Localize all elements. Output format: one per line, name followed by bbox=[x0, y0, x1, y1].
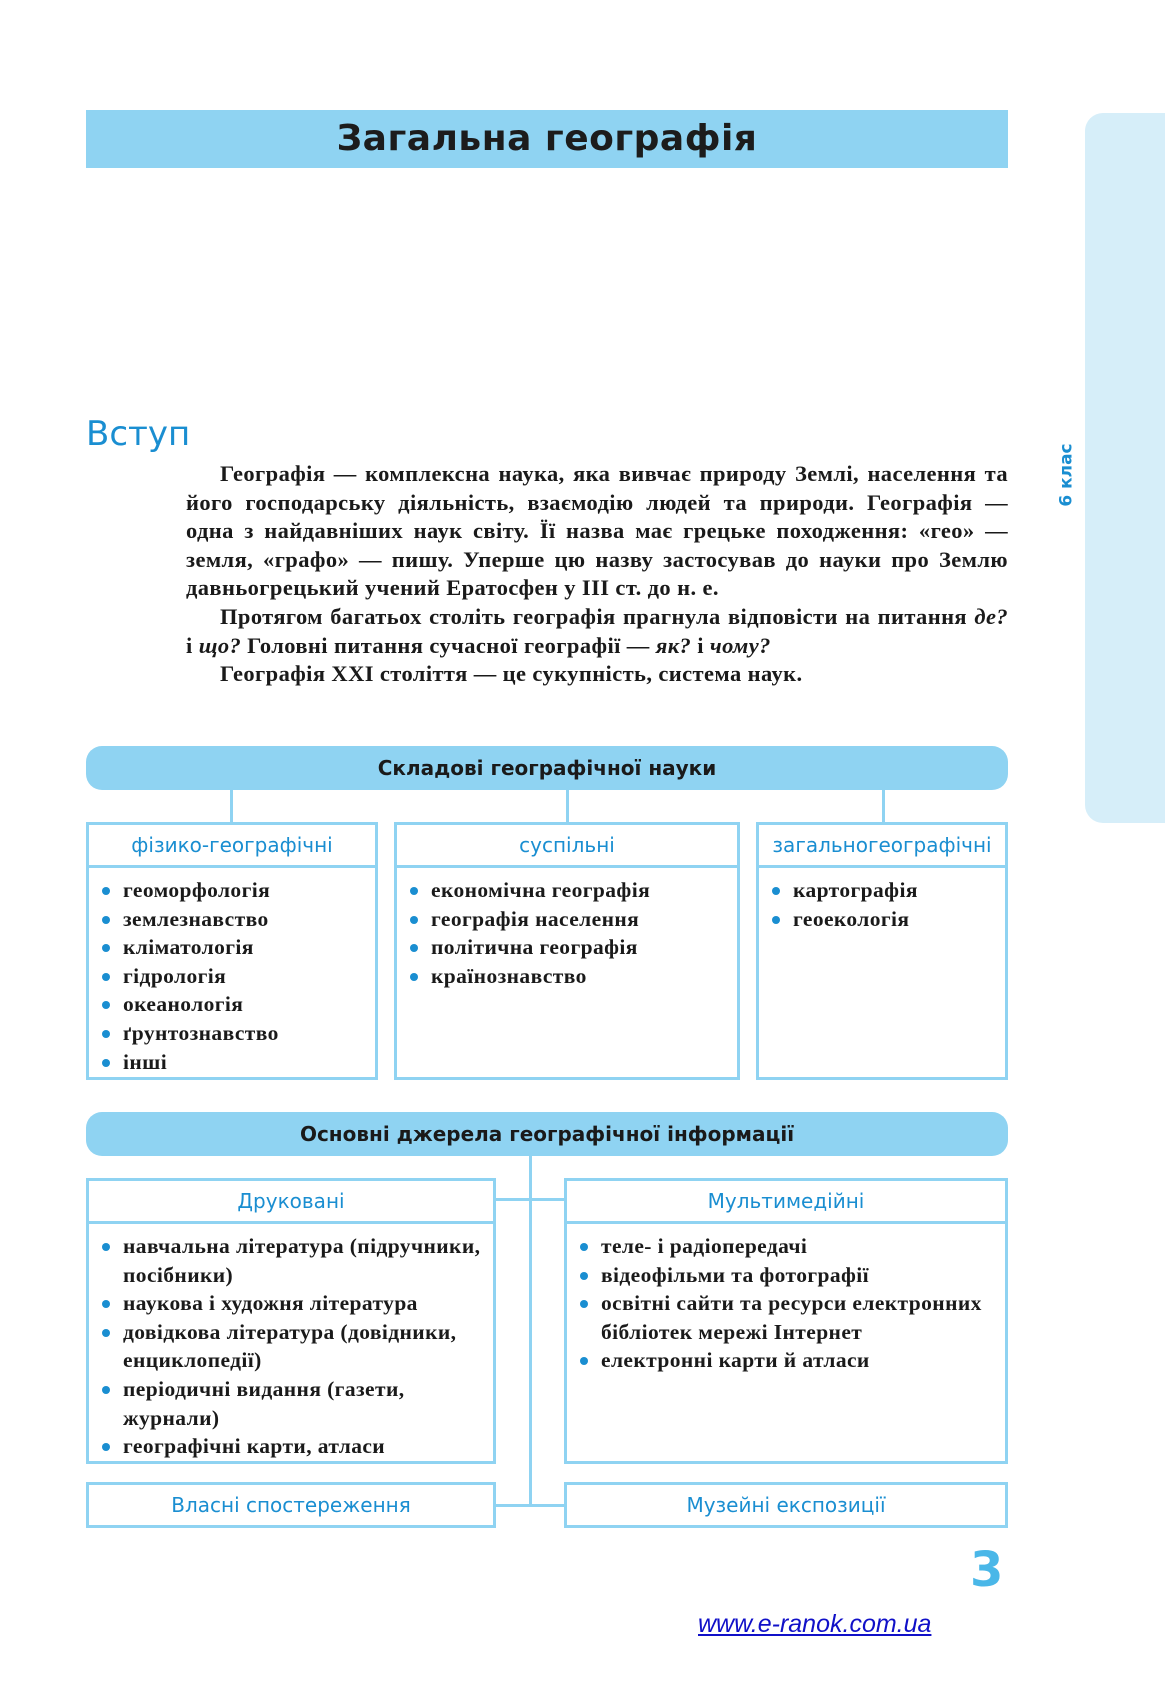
list-item: теле- і радіопередачі bbox=[577, 1232, 999, 1261]
list-item: економічна географія bbox=[407, 876, 731, 905]
social-list bbox=[407, 876, 731, 990]
intro-text bbox=[186, 460, 1008, 689]
box-printed bbox=[86, 1178, 496, 1464]
connector-line bbox=[494, 1198, 566, 1201]
box-physical bbox=[86, 822, 378, 1080]
side-tab-label-wrap bbox=[1050, 435, 1084, 515]
intro-paragraph-2 bbox=[186, 603, 1008, 660]
list-item: географія населення bbox=[407, 905, 731, 934]
list-item: електронні карти й атласи bbox=[577, 1346, 999, 1375]
title-bar bbox=[86, 110, 1008, 168]
side-tab-label: 6 клас bbox=[1057, 443, 1078, 507]
connector-line bbox=[529, 1156, 532, 1506]
box-general bbox=[756, 822, 1008, 1080]
p2-text-b: Головні питання сучасної географії — bbox=[241, 632, 656, 658]
list-item: періодичні видання (газети, журнали) bbox=[99, 1375, 487, 1432]
page-number: 3 bbox=[970, 1542, 1004, 1598]
list-item: землезнавство bbox=[99, 905, 369, 934]
list-item: інші bbox=[99, 1048, 369, 1077]
sources-heading: Основні джерела географічної інформації bbox=[86, 1112, 1008, 1156]
list-item: політична географія bbox=[407, 933, 731, 962]
list-item: навчальна література (підручники, посібники) bbox=[99, 1232, 487, 1289]
connector-line bbox=[230, 790, 233, 822]
p2-yak: як? bbox=[655, 632, 692, 658]
box-social-title: суспільні bbox=[397, 825, 737, 868]
list-item: геоекологія bbox=[769, 905, 999, 934]
list-item: наукова і художня література bbox=[99, 1289, 487, 1318]
list-item: геоморфологія bbox=[99, 876, 369, 905]
printed-list bbox=[99, 1232, 487, 1461]
p2-and-1: і bbox=[186, 632, 199, 658]
intro-paragraph-3: Географія XXI століття — це сукупність, система наук. bbox=[220, 661, 803, 687]
p2-de: де? bbox=[974, 603, 1008, 629]
section-heading: Вступ bbox=[86, 414, 191, 454]
list-item: ґрунтознавство bbox=[99, 1019, 369, 1048]
museum-box: Музейні експозиції bbox=[564, 1482, 1008, 1528]
box-physical-title: фізико-географічні bbox=[89, 825, 375, 868]
list-item: картографія bbox=[769, 876, 999, 905]
box-multimedia-title: Мультимедійні bbox=[567, 1181, 1005, 1224]
list-item: відеофільми та фотографії bbox=[577, 1261, 999, 1290]
list-item: географічні карти, атласи bbox=[99, 1432, 487, 1461]
list-item: кліматологія bbox=[99, 933, 369, 962]
list-item: океанологія bbox=[99, 990, 369, 1019]
intro-paragraph-1: Географія — комплексна наука, яка вивчає природу Землі, населення та його господарську діяльність, взаємодію людей та природи. Географія — одна з найдавніших наук світу. Її назва має грецьке походження: «гео» — земля, «графо» — пишу. Уперше цю назву застосував до науки про Землю давньогрецький учений Ератосфен у III ст. до н. е. bbox=[186, 461, 1008, 601]
p2-scho: що? bbox=[198, 632, 242, 658]
components-heading: Складові географічної науки bbox=[86, 746, 1008, 790]
p2-text-a: Протягом багатьох століть географія прагнула відповісти на питання bbox=[220, 603, 975, 629]
box-general-title: загальногеографічні bbox=[759, 825, 1005, 868]
list-item: країнознавство bbox=[407, 962, 731, 991]
general-list bbox=[769, 876, 999, 933]
connector-line bbox=[882, 790, 885, 822]
box-social bbox=[394, 822, 740, 1080]
physical-list bbox=[99, 876, 369, 1076]
side-tab bbox=[1085, 113, 1165, 823]
list-item: гідрологія bbox=[99, 962, 369, 991]
page-title: Загальна географія bbox=[336, 118, 758, 159]
box-printed-title: Друковані bbox=[89, 1181, 493, 1224]
website-link[interactable]: www.e-ranok.com.ua bbox=[698, 1610, 932, 1638]
connector-line bbox=[494, 1504, 566, 1507]
connector-line bbox=[566, 790, 569, 822]
box-multimedia bbox=[564, 1178, 1008, 1464]
multimedia-list bbox=[577, 1232, 999, 1375]
p2-chomu: чому? bbox=[709, 632, 771, 658]
list-item: освітні сайти та ресурси електронних бібліотек мережі Інтернет bbox=[577, 1289, 999, 1346]
p2-and-2: і bbox=[691, 632, 710, 658]
list-item: довідкова література (довідники, енциклопедії) bbox=[99, 1318, 487, 1375]
own-observations-box: Власні спостереження bbox=[86, 1482, 496, 1528]
